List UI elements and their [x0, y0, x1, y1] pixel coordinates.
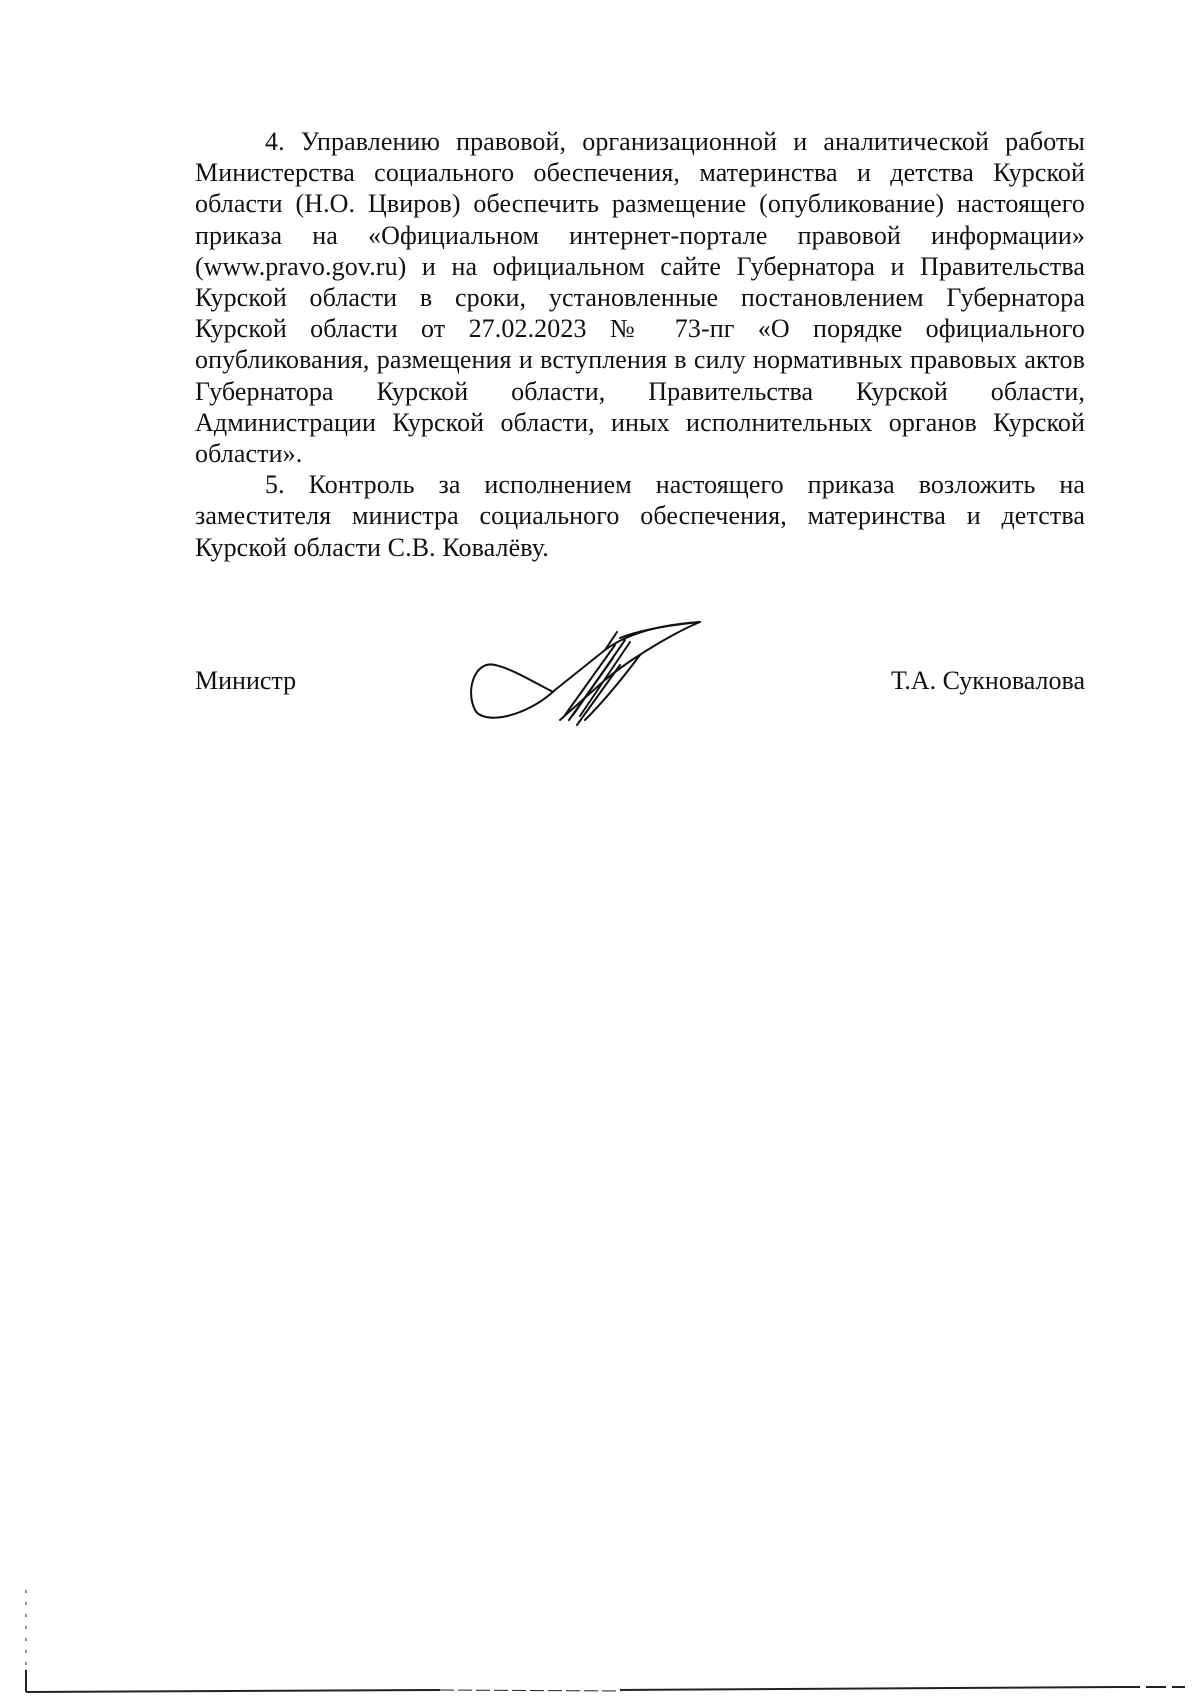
paragraph-5: 5. Контроль за исполнением настоящего приказа возложить на заместителя министра социального обеспечения, материнства и детства Курской области С.В. Ковалёву.	[195, 470, 1085, 562]
signatory-name: Т.А. Сукновалова	[891, 666, 1085, 695]
paragraph-4: 4. Управлению правовой, организационной и аналитической работы Министерства социального обеспечения, материнства и детства Курской области (Н.О. Цвиров) обеспечить размещение (опубликование) настоящего приказа на «Официальном интернет-портале правовой информации» (www.pravo.gov.ru) и на официальном сайте Губернатора и Правительства Курской области в сроки, установленные постановлением Губернатора Курской области от 27.02.2023 № 73-пг «О порядке официального опубликования, размещения и вступления в силу нормативных правовых актов Губернатора Курской области, Правительства Курской области, Администрации Курской области, иных исполнительных органов Курской области».	[195, 127, 1085, 469]
document-body	[195, 126, 1085, 563]
signature-block	[195, 665, 1085, 705]
signatory-position: Министр	[195, 666, 297, 695]
